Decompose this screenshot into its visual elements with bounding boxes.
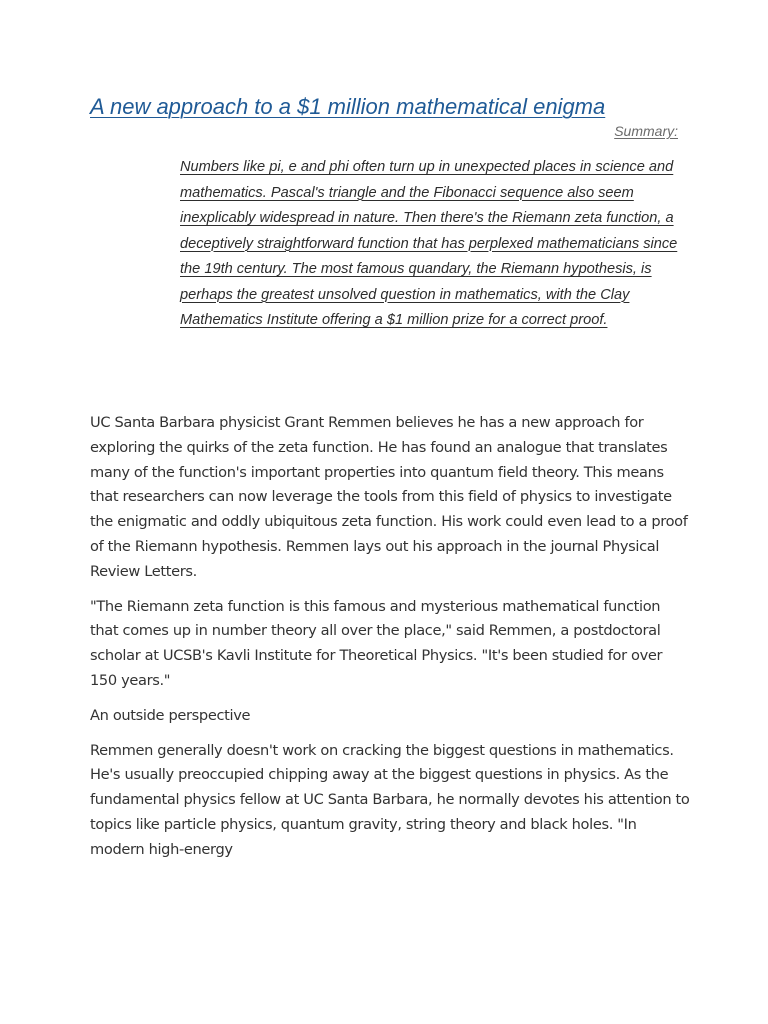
article-title[interactable]: A new approach to a $1 million mathematical enigma xyxy=(90,94,606,119)
section-heading: An outside perspective xyxy=(90,706,251,724)
body-paragraph: "The Riemann zeta function is this famous and mysterious mathematical function that comes up in number theory all over the place," said Remmen, a postdoctoral scholar at UCSB's Kavli Institute for Theoretical Physics. "It's been studied for over 150 years." xyxy=(90,597,663,689)
body-paragraph: UC Santa Barbara physicist Grant Remmen believes he has a new approach for exploring the quirks of the zeta function. He has found an analogue that translates many of the function's important properties into quantum field theory. This means that researchers can now leverage the tools from this field of physics to investigate the enigmatic and oddly ubiquitous zeta function. His work could even lead to a proof of the Riemann hypothesis. Remmen lays out his approach in the journal Physical Review Letters. xyxy=(90,414,688,580)
body-paragraph: Remmen generally doesn't work on cracking the biggest questions in mathematics. He's usually preoccupied chipping away at the biggest questions in physics. As the fundamental physics fellow at UC Santa Barbara, he normally devotes his attention to topics like particle physics, quantum gravity, string theory and black holes. "In modern high-energy xyxy=(90,741,690,858)
article-body xyxy=(90,411,690,873)
summary-text: Numbers like pi, e and phi often turn up in unexpected places in science and mathematics. Pascal's triangle and the Fibonacci sequence also seem inexplicably widespread in nature. Then there's the Riemann zeta function, a deceptively straightforward function that has perplexed mathematicians since the 19th century. The most famous quandary, the Riemann hypothesis, is perhaps the greatest unsolved question in mathematics, with the Clay Mathematics Institute offering a $1 million prize for a correct proof. xyxy=(180,159,678,328)
summary-label: Summary: xyxy=(614,123,678,139)
